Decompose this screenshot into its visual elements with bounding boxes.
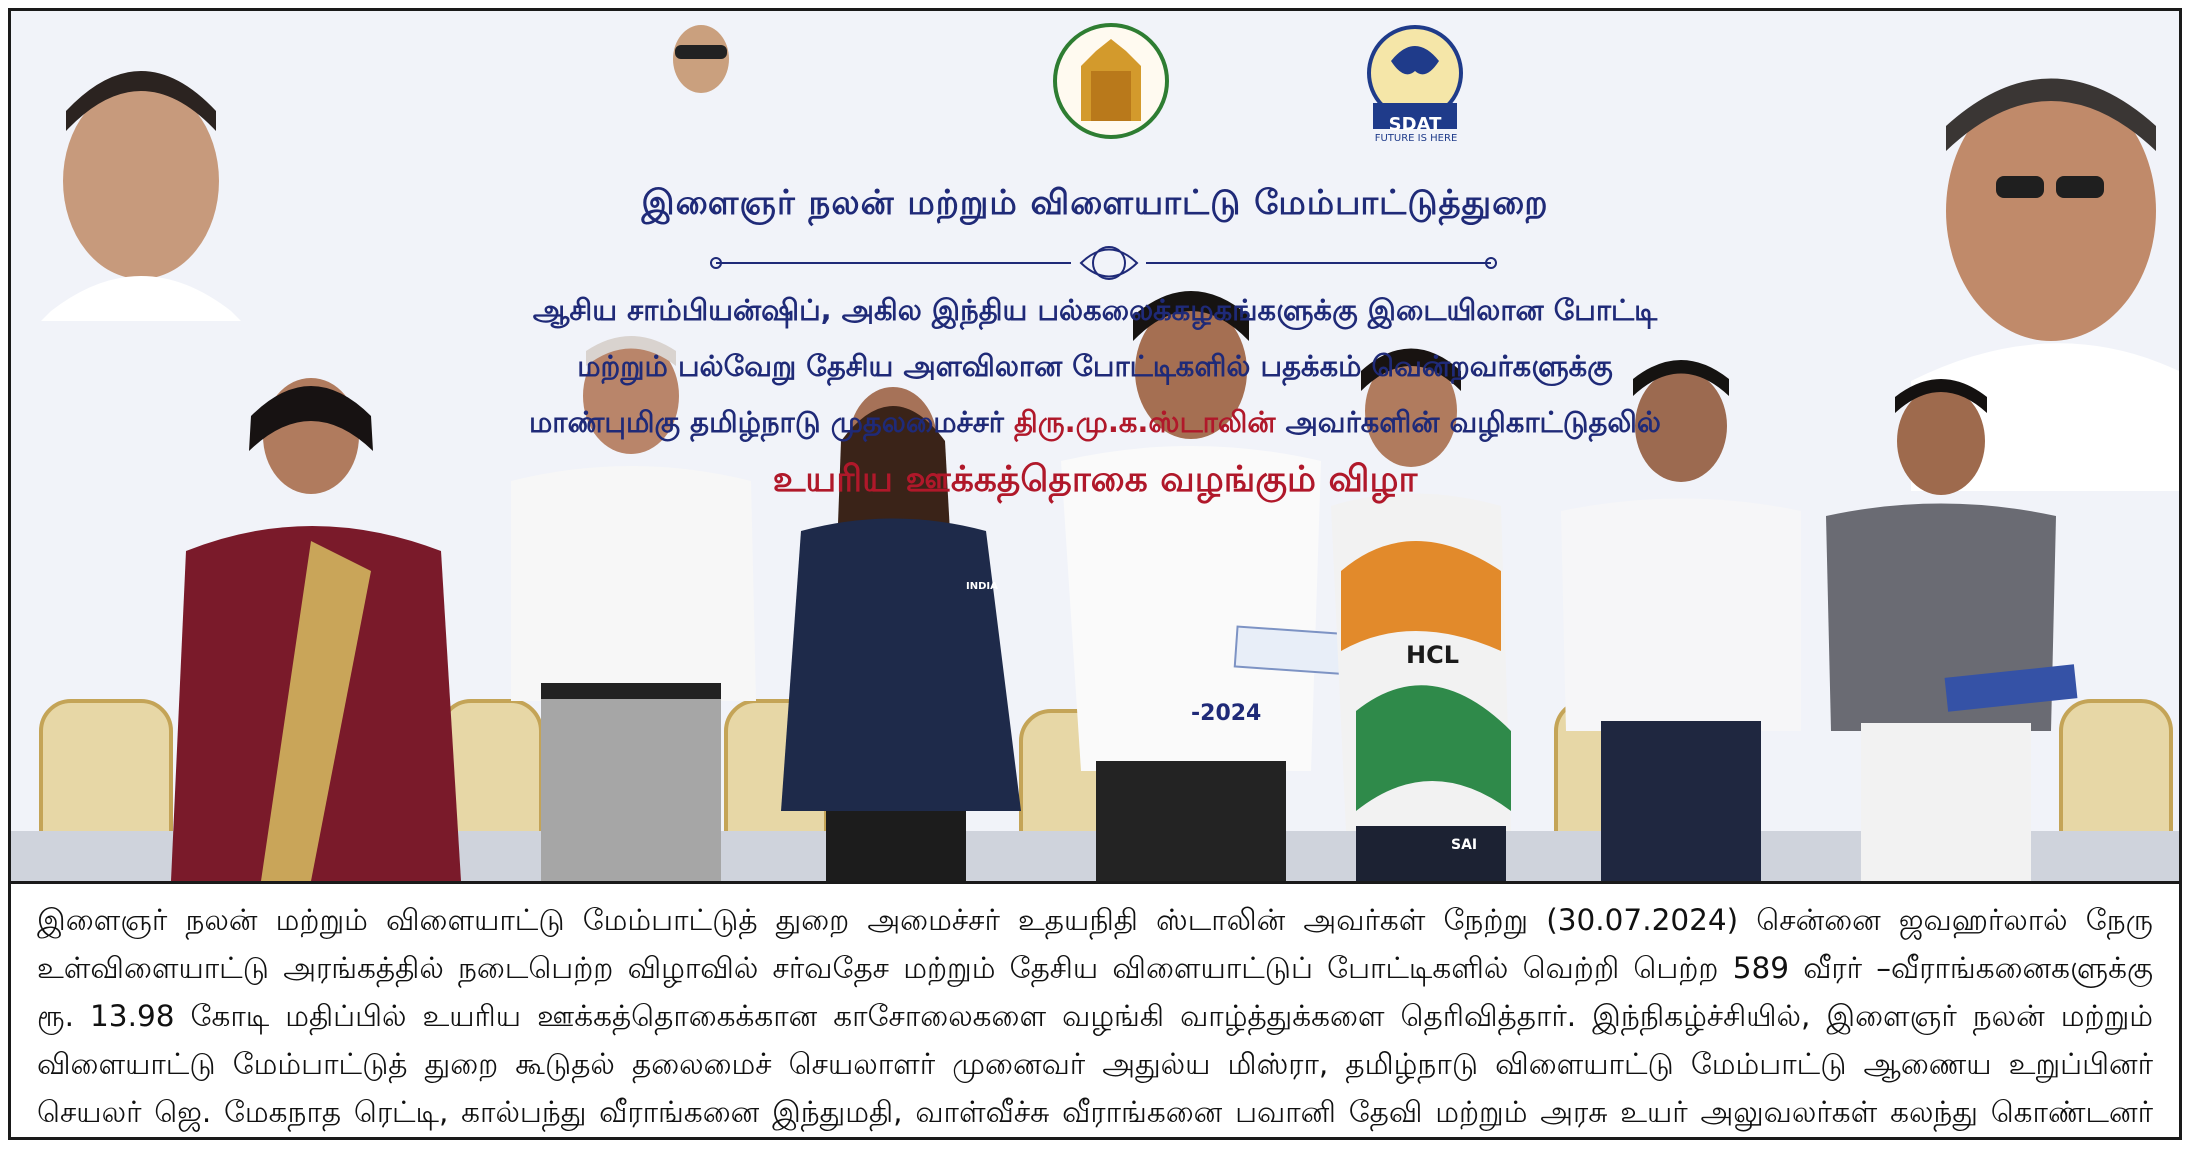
banner-line-1: ஆசிய சாம்பியன்ஷிப், அகில இந்திய பல்கலைக்கழகங்களுக்கு இடையிலான போட்டி (532, 293, 1658, 327)
banner-title: இளைஞர் நலன் மற்றும் விளையாட்டு மேம்பாட்டுத்துறை (641, 183, 1549, 223)
news-photo-frame (8, 8, 2182, 1140)
pants-text: SAI (1451, 837, 1478, 853)
caption-line-1: இளைஞர் நலன் மற்றும் விளையாட்டு மேம்பாட்டுத் துறை அமைச்சர் உதயநிதி ஸ்டாலின் அவர்கள் நேற்று (30.07.2024) சென்னை ஜவஹர்லால் நேரு (37, 903, 2153, 937)
banner-line-3 (11, 405, 2179, 443)
event-photo (11, 11, 2179, 881)
caption-line-2: உள்விளையாட்டு அரங்கத்தில் நடைபெற்ற விழாவில் சர்வதேச மற்றும் தேசிய விளையாட்டுப் போட்டிகளில் வெற்றி பெற்ற 589 வீரர் –வீராங்கனைகளுக்கு (37, 951, 2153, 985)
tn-emblem-logo (1055, 25, 1167, 137)
stage-backdrop (11, 11, 2179, 881)
jersey-text: HCL (1406, 641, 1459, 669)
banner-line-3-c: அவர்களின் வழிகாட்டுதலில் (1275, 405, 1662, 439)
banner-line-2: மற்றும் பல்வேறு தேசிய அளவிலான போட்டிகளில் பதக்கம் வென்றவர்களுக்கு (577, 349, 1613, 383)
sdat-logo-text: SDAT (1388, 114, 1442, 135)
caption-line-4: விளையாட்டு மேம்பாட்டுத் துறை கூடுதல் தலைமைச் செயலாளர் முனைவர் அதுல்ய மிஸ்ரா, தமிழ்நாடு விளையாட்டு மேம்பாட்டு ஆணைய உறுப்பினர் (37, 1047, 2153, 1081)
banner-line-3-highlight: திரு.மு.க.ஸ்டாலின் (1014, 405, 1276, 439)
sdat-logo-tagline: FUTURE IS HERE (1374, 133, 1458, 144)
photo-caption (11, 881, 2179, 1137)
caption-line-3: ரூ. 13.98 கோடி மதிப்பில் உயரிய ஊக்கத்தொகைக்கான காசோலைகளை வழங்கி வாழ்த்துக்களை தெரிவித்தார். இந்நிகழ்ச்சியில், இளைஞர் நலன் மற்றும் (37, 999, 2153, 1033)
banner-date-fragment: -2024 (1191, 701, 1262, 726)
banner-line-3-a: மாண்புமிகு தமிழ்நாடு முதலமைச்சர் (528, 405, 1014, 439)
jacket-badge: INDIA (966, 581, 998, 592)
banner-line-4: உயரிய ஊக்கத்தொகை வழங்கும் விழா (772, 459, 1418, 500)
caption-line-5: செயலர் ஜெ. மேகநாத ரெட்டி, கால்பந்து வீராங்கனை இந்துமதி, வாள்வீச்சு வீராங்கனை பவானி தேவி மற்றும் அரசு உயர் அலுவலர்கள் கலந்து கொண்டனர் (37, 1095, 2153, 1129)
banner-portrait-small (673, 25, 729, 93)
